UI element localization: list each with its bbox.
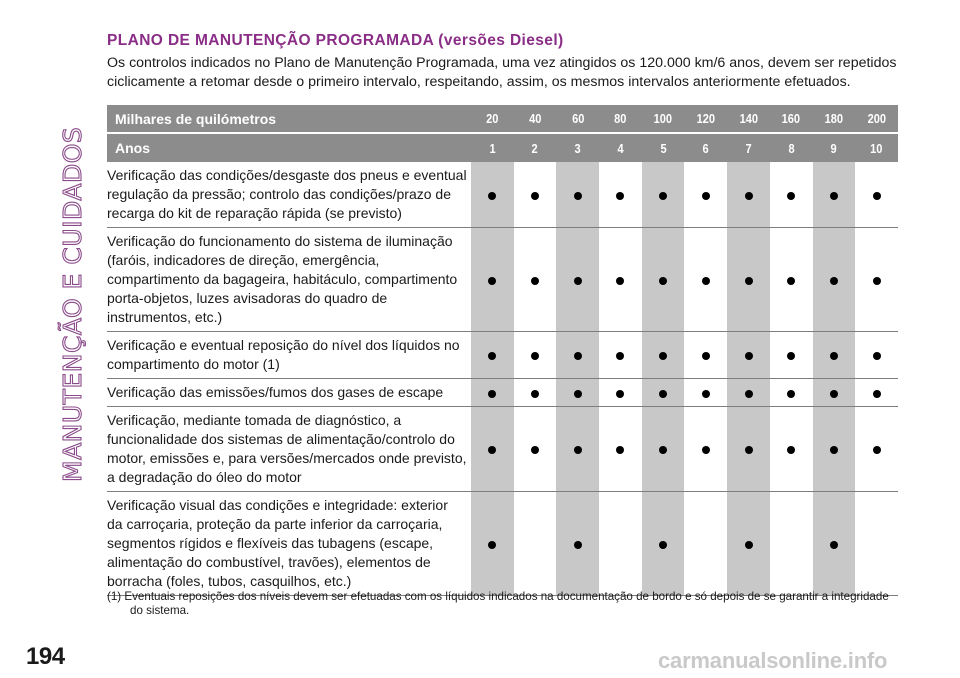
interval-cell bbox=[813, 228, 856, 332]
header-km-cell bbox=[813, 105, 856, 133]
header-year-value: 10 bbox=[870, 140, 883, 156]
table-row bbox=[107, 379, 898, 407]
check-description: Verificação das emissões/fumos dos gases de escape bbox=[107, 379, 471, 407]
header-km-value: 120 bbox=[696, 111, 716, 126]
check-dot-icon bbox=[873, 446, 881, 454]
interval-cell bbox=[770, 332, 813, 379]
check-dot-icon bbox=[787, 446, 795, 454]
check-dot-icon bbox=[659, 277, 667, 285]
check-dot-icon bbox=[659, 352, 667, 360]
check-description: Verificação das condições/desgaste dos pneus e eventual regulação da pressão; controlo das condições/prazo de recarga do kit de reparação rápida (se previsto) bbox=[107, 162, 471, 228]
check-dot-icon bbox=[659, 390, 667, 398]
check-dot-icon bbox=[702, 277, 710, 285]
watermark: carmanualsonline.info bbox=[658, 648, 888, 673]
interval-cell bbox=[684, 492, 727, 596]
interval-cell bbox=[514, 228, 557, 332]
check-dot-icon bbox=[488, 541, 496, 549]
check-dot-icon bbox=[873, 352, 881, 360]
check-dot-icon bbox=[488, 390, 496, 398]
interval-cell bbox=[556, 492, 599, 596]
interval-cell bbox=[727, 492, 770, 596]
check-dot-icon bbox=[488, 446, 496, 454]
interval-cell bbox=[471, 407, 514, 492]
interval-cell bbox=[471, 228, 514, 332]
interval-cell bbox=[855, 332, 898, 379]
interval-cell bbox=[727, 379, 770, 407]
interval-cell bbox=[471, 492, 514, 596]
check-dot-icon bbox=[702, 390, 710, 398]
interval-cell bbox=[514, 162, 557, 228]
check-dot-icon bbox=[745, 352, 753, 360]
header-year-cell bbox=[855, 133, 898, 162]
interval-cell bbox=[770, 228, 813, 332]
header-years-label: Anos bbox=[107, 133, 471, 162]
interval-cell bbox=[684, 162, 727, 228]
table-row bbox=[107, 492, 898, 596]
header-km-cell bbox=[471, 105, 514, 133]
interval-cell bbox=[727, 162, 770, 228]
check-dot-icon bbox=[787, 277, 795, 285]
check-description: Verificação visual das condições e integridade: exterior da carroçaria, proteção da parte inferior da carroçaria, segmentos rígidos e flexíveis das tubagens (escape, alimentação do combustível, travões), elementos de borracha (foles, tubos, casquilhos, etc.) bbox=[107, 492, 471, 596]
interval-cell bbox=[471, 379, 514, 407]
header-year-cell bbox=[642, 133, 685, 162]
interval-cell bbox=[813, 332, 856, 379]
interval-cell bbox=[770, 492, 813, 596]
interval-cell bbox=[813, 379, 856, 407]
check-dot-icon bbox=[616, 352, 624, 360]
header-km-cell bbox=[642, 105, 685, 133]
check-dot-icon bbox=[659, 446, 667, 454]
interval-cell bbox=[855, 492, 898, 596]
header-km-label: Milhares de quilómetros bbox=[107, 105, 471, 133]
header-km-cell bbox=[727, 105, 770, 133]
check-dot-icon bbox=[616, 192, 624, 200]
header-year-value: 6 bbox=[702, 140, 709, 156]
check-dot-icon bbox=[702, 352, 710, 360]
maintenance-plan-table bbox=[107, 105, 898, 596]
check-dot-icon bbox=[702, 446, 710, 454]
header-km-value: 160 bbox=[781, 111, 801, 126]
header-year-value: 4 bbox=[617, 140, 624, 156]
table-row bbox=[107, 407, 898, 492]
interval-cell bbox=[471, 162, 514, 228]
check-dot-icon bbox=[830, 541, 838, 549]
check-dot-icon bbox=[531, 277, 539, 285]
check-dot-icon bbox=[531, 192, 539, 200]
interval-cell bbox=[642, 407, 685, 492]
table-row bbox=[107, 162, 898, 228]
header-km-value: 60 bbox=[571, 111, 584, 126]
check-dot-icon bbox=[873, 390, 881, 398]
check-dot-icon bbox=[574, 390, 582, 398]
header-year-value: 8 bbox=[788, 140, 795, 156]
check-dot-icon bbox=[574, 352, 582, 360]
header-row-years bbox=[107, 133, 898, 162]
footnote-text: (1) Eventuais reposições dos níveis devem ser efetuadas com os líquidos indicados na documentação de bordo e só depois de se garantir a integridade do sistema. bbox=[107, 590, 889, 617]
check-description: Verificação do funcionamento do sistema de iluminação (faróis, indicadores de direção, emergência, compartimento da bagageira, habitáculo, compartimento porta-objetos, luzes avisadoras do quadro de instrumentos, etc.) bbox=[107, 228, 471, 332]
header-year-value: 7 bbox=[745, 140, 752, 156]
interval-cell bbox=[855, 162, 898, 228]
section-title-text: MANUTENÇÃO E CUIDADOS bbox=[58, 126, 87, 482]
header-year-value: 5 bbox=[660, 140, 667, 156]
footnote bbox=[107, 590, 897, 618]
header-km-value: 80 bbox=[614, 111, 627, 126]
interval-cell bbox=[599, 407, 642, 492]
header-km-value: 140 bbox=[739, 111, 758, 126]
check-dot-icon bbox=[488, 352, 496, 360]
check-dot-icon bbox=[574, 446, 582, 454]
check-dot-icon bbox=[659, 192, 667, 200]
interval-cell bbox=[599, 228, 642, 332]
check-dot-icon bbox=[787, 390, 795, 398]
check-dot-icon bbox=[830, 446, 838, 454]
table-row bbox=[107, 332, 898, 379]
interval-cell bbox=[556, 332, 599, 379]
check-dot-icon bbox=[745, 192, 753, 200]
header-year-cell bbox=[556, 133, 599, 162]
interval-cell bbox=[471, 332, 514, 379]
interval-cell bbox=[770, 162, 813, 228]
interval-cell bbox=[514, 492, 557, 596]
header-year-cell bbox=[727, 133, 770, 162]
check-dot-icon bbox=[488, 277, 496, 285]
interval-cell bbox=[599, 492, 642, 596]
header-year-cell bbox=[599, 133, 642, 162]
check-dot-icon bbox=[830, 390, 838, 398]
check-dot-icon bbox=[616, 446, 624, 454]
header-km-cell bbox=[855, 105, 898, 133]
check-dot-icon bbox=[830, 352, 838, 360]
interval-cell bbox=[599, 332, 642, 379]
check-dot-icon bbox=[616, 390, 624, 398]
interval-cell bbox=[684, 379, 727, 407]
header-year-cell bbox=[684, 133, 727, 162]
check-description: Verificação, mediante tomada de diagnóstico, a funcionalidade dos sistemas de alimentação/controlo do motor, emissões e, para versões/mercados onde previsto, a degradação do óleo do motor bbox=[107, 407, 471, 492]
check-description: Verificação e eventual reposição do nível dos líquidos no compartimento do motor (1) bbox=[107, 332, 471, 379]
header-year-value: 9 bbox=[830, 140, 837, 156]
table-row bbox=[107, 228, 898, 332]
check-dot-icon bbox=[787, 352, 795, 360]
check-dot-icon bbox=[702, 192, 710, 200]
interval-cell bbox=[599, 379, 642, 407]
header-km-cell bbox=[684, 105, 727, 133]
interval-cell bbox=[599, 162, 642, 228]
header-year-cell bbox=[813, 133, 856, 162]
interval-cell bbox=[684, 228, 727, 332]
check-dot-icon bbox=[745, 277, 753, 285]
interval-cell bbox=[770, 379, 813, 407]
header-km-value: 40 bbox=[528, 111, 542, 126]
check-dot-icon bbox=[531, 352, 539, 360]
page-heading: PLANO DE MANUTENÇÃO PROGRAMADA (versões Diesel) bbox=[107, 32, 564, 49]
interval-cell bbox=[727, 407, 770, 492]
interval-cell bbox=[855, 379, 898, 407]
check-dot-icon bbox=[574, 277, 582, 285]
interval-cell bbox=[855, 407, 898, 492]
header-km-value: 100 bbox=[653, 111, 673, 126]
interval-cell bbox=[514, 332, 557, 379]
interval-cell bbox=[642, 492, 685, 596]
header-km-value: 20 bbox=[486, 111, 499, 126]
interval-cell bbox=[556, 407, 599, 492]
header-km-cell bbox=[599, 105, 642, 133]
interval-cell bbox=[855, 228, 898, 332]
check-dot-icon bbox=[531, 446, 539, 454]
check-dot-icon bbox=[873, 277, 881, 285]
header-km-cell bbox=[514, 105, 557, 133]
header-km-value: 180 bbox=[824, 111, 844, 126]
header-km-cell bbox=[770, 105, 813, 133]
header-year-cell bbox=[471, 133, 514, 162]
check-dot-icon bbox=[830, 277, 838, 285]
interval-cell bbox=[514, 407, 557, 492]
header-year-cell bbox=[514, 133, 557, 162]
header-km-cell bbox=[556, 105, 599, 133]
table-body bbox=[107, 162, 898, 596]
page-number: 194 bbox=[26, 643, 65, 670]
check-dot-icon bbox=[787, 192, 795, 200]
header-year-value: 2 bbox=[531, 140, 539, 156]
header-row-km bbox=[107, 105, 898, 133]
interval-cell bbox=[684, 332, 727, 379]
interval-cell bbox=[727, 332, 770, 379]
interval-cell bbox=[813, 407, 856, 492]
check-dot-icon bbox=[873, 192, 881, 200]
check-dot-icon bbox=[574, 541, 582, 549]
check-dot-icon bbox=[745, 446, 753, 454]
interval-cell bbox=[642, 379, 685, 407]
check-dot-icon bbox=[745, 541, 753, 549]
interval-cell bbox=[727, 228, 770, 332]
interval-cell bbox=[556, 228, 599, 332]
header-year-cell bbox=[770, 133, 813, 162]
intro-paragraph: Os controlos indicados no Plano de Manutenção Programada, uma vez atingidos os 120.000 km/6 anos, devem ser repetidos ciclicamente a retomar desde o primeiro intervalo, respeitando, assim, os mesmos intervalos anteriormente efetuados. bbox=[107, 55, 897, 90]
interval-cell bbox=[813, 162, 856, 228]
interval-cell bbox=[684, 407, 727, 492]
header-year-value: 1 bbox=[489, 140, 496, 156]
section-side-title bbox=[56, 126, 90, 482]
interval-cell bbox=[642, 228, 685, 332]
interval-cell bbox=[813, 492, 856, 596]
interval-cell bbox=[514, 379, 557, 407]
check-dot-icon bbox=[745, 390, 753, 398]
interval-cell bbox=[642, 332, 685, 379]
check-dot-icon bbox=[616, 277, 624, 285]
check-dot-icon bbox=[659, 541, 667, 549]
check-dot-icon bbox=[531, 390, 539, 398]
interval-cell bbox=[642, 162, 685, 228]
interval-cell bbox=[556, 379, 599, 407]
header-km-value: 200 bbox=[867, 111, 886, 126]
interval-cell bbox=[770, 407, 813, 492]
check-dot-icon bbox=[574, 192, 582, 200]
interval-cell bbox=[556, 162, 599, 228]
check-dot-icon bbox=[830, 192, 838, 200]
header-year-value: 3 bbox=[574, 140, 581, 156]
check-dot-icon bbox=[488, 192, 496, 200]
